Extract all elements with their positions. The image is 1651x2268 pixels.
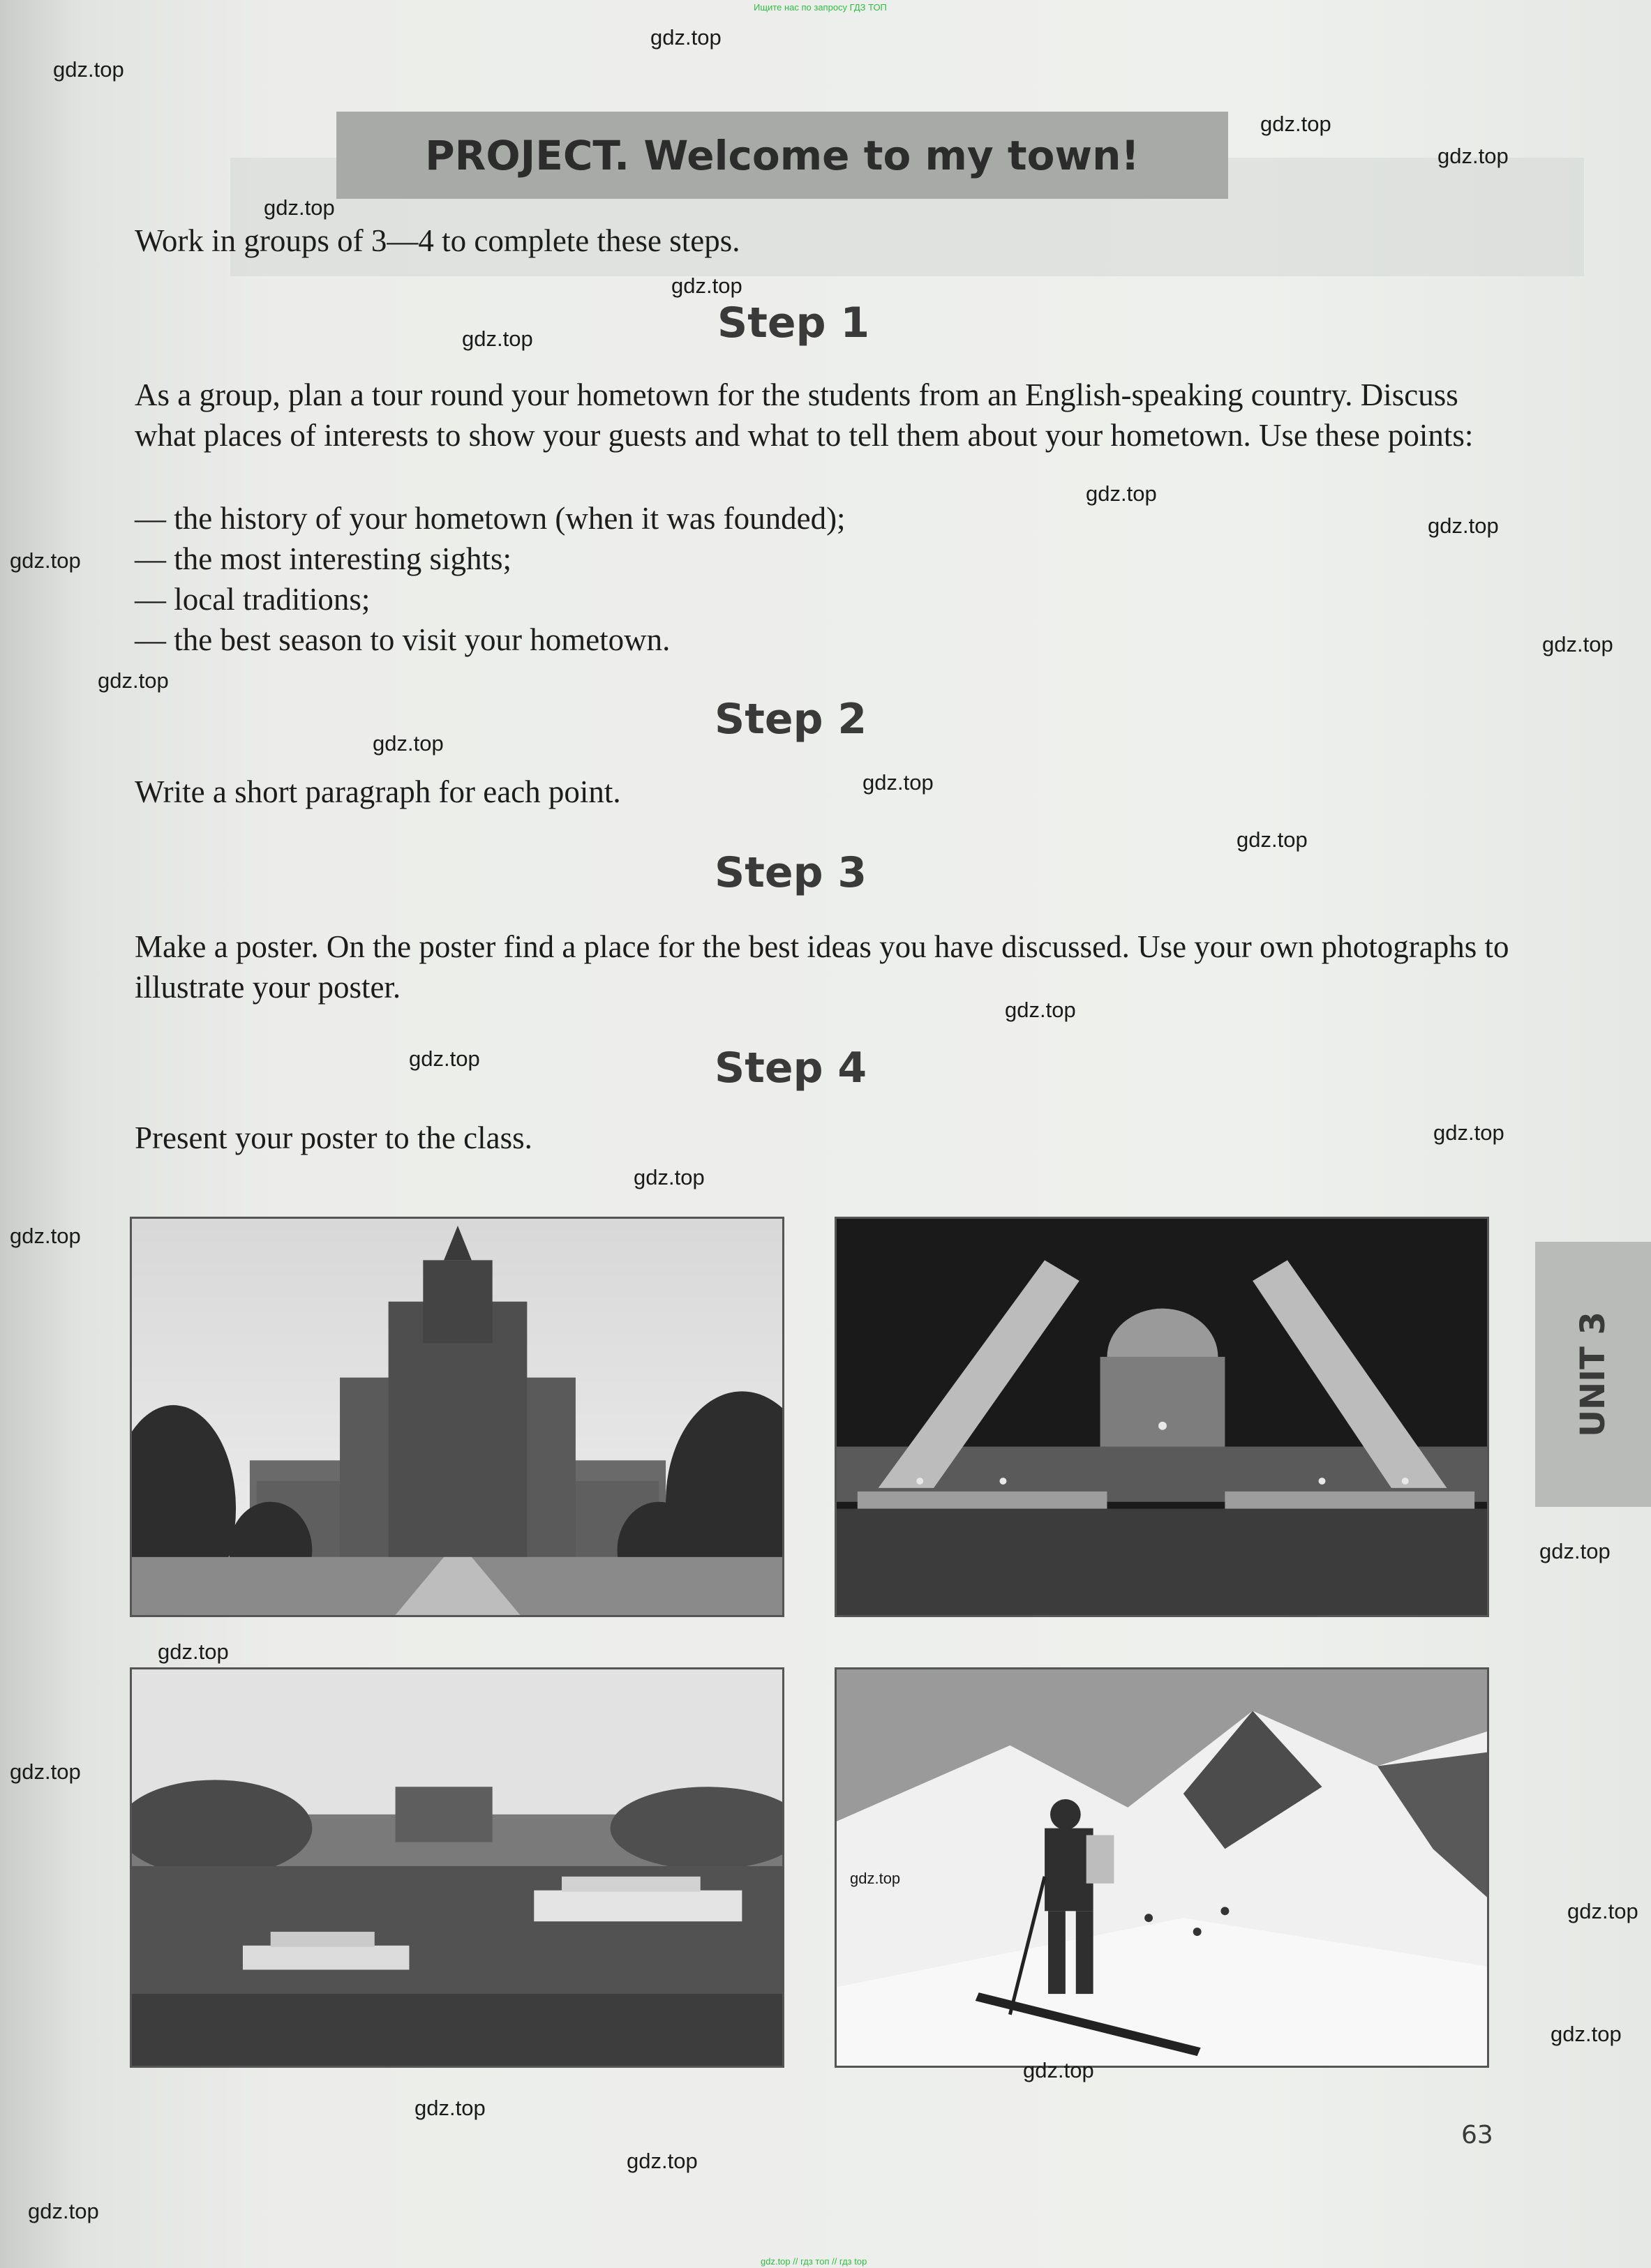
intro-text: Work in groups of 3—4 to complete these steps. bbox=[135, 223, 740, 258]
watermark: gdz.top bbox=[671, 273, 742, 298]
watermark: gdz.top bbox=[462, 326, 533, 351]
step-2-heading: Step 2 bbox=[715, 695, 867, 744]
watermark: gdz.top bbox=[373, 731, 444, 756]
watermark: gdz.top bbox=[28, 2199, 99, 2223]
watermark: gdz.top bbox=[1551, 2022, 1622, 2046]
watermark: gdz.top bbox=[264, 195, 335, 220]
step-1-points bbox=[135, 498, 846, 660]
watermark: gdz.top bbox=[1542, 632, 1613, 656]
photo-river-boats bbox=[130, 1667, 784, 2068]
watermark: gdz.top bbox=[1433, 1120, 1504, 1145]
watermark: gdz.top bbox=[850, 1870, 901, 1887]
step-3-text: Make a poster. On the poster find a place for the best ideas you have discussed. Use your own photographs to illustrate your poster. bbox=[135, 929, 1509, 1005]
watermark: gdz.top bbox=[1237, 827, 1308, 852]
step-1-heading: Step 1 bbox=[717, 299, 870, 347]
watermark: gdz.top bbox=[1005, 998, 1076, 1022]
point-traditions: — local traditions; bbox=[135, 582, 371, 617]
watermark: gdz.top bbox=[10, 1759, 81, 1784]
watermark: gdz.top bbox=[634, 1165, 705, 1189]
unit-tab bbox=[1535, 1242, 1651, 1507]
watermark: gdz.top bbox=[627, 2149, 698, 2173]
step-4-text: Present your poster to the class. bbox=[135, 1120, 532, 1155]
photo-drawbridge bbox=[835, 1217, 1489, 1617]
step-2-text: Write a short paragraph for each point. bbox=[135, 774, 621, 809]
step-1-text: As a group, plan a tour round your hometown for the students from an English-speaking country. Discuss what places of interests to show your guests and what to tell them about your hometown. Use these points: bbox=[135, 377, 1474, 453]
point-sights: — the most interesting sights; bbox=[135, 541, 511, 576]
watermark: gdz.top bbox=[862, 770, 934, 795]
watermark: gdz.top bbox=[1023, 2058, 1094, 2082]
watermark: gdz.top bbox=[10, 1224, 81, 1248]
watermark: gdz.top bbox=[53, 57, 124, 82]
step-3-heading: Step 3 bbox=[715, 848, 867, 897]
point-season: — the best season to visit your hometown. bbox=[135, 622, 671, 657]
unit-tab-label: UNIT 3 bbox=[1574, 1312, 1613, 1437]
watermark: gdz.top bbox=[409, 1046, 480, 1071]
watermark: gdz.top bbox=[1086, 481, 1157, 506]
watermark: gdz.top bbox=[1567, 1899, 1638, 1923]
page-title: PROJECT. Welcome to my town! bbox=[425, 131, 1140, 179]
project-title-bar bbox=[336, 112, 1228, 199]
watermark: gdz.top bbox=[650, 25, 722, 50]
photo-skier bbox=[835, 1667, 1489, 2068]
point-history: — the history of your hometown (when it was founded); bbox=[135, 501, 846, 536]
watermark: gdz.top bbox=[1539, 1539, 1611, 1563]
watermark: gdz.top bbox=[1260, 112, 1331, 136]
watermark: gdz.top bbox=[1437, 144, 1509, 168]
watermark: gdz.top bbox=[98, 668, 169, 693]
header-note: Ищите нас по запросу ГДЗ ТОП bbox=[754, 2, 887, 13]
watermark: gdz.top bbox=[10, 548, 81, 573]
step-4-heading: Step 4 bbox=[715, 1044, 867, 1092]
footer-note: gdz.top // гдз топ // гдз top bbox=[761, 2256, 867, 2267]
page-number: 63 bbox=[1461, 2121, 1493, 2149]
watermark: gdz.top bbox=[414, 2096, 486, 2120]
photo-university bbox=[130, 1217, 784, 1617]
watermark: gdz.top bbox=[158, 1639, 229, 1664]
watermark: gdz.top bbox=[1428, 513, 1499, 538]
